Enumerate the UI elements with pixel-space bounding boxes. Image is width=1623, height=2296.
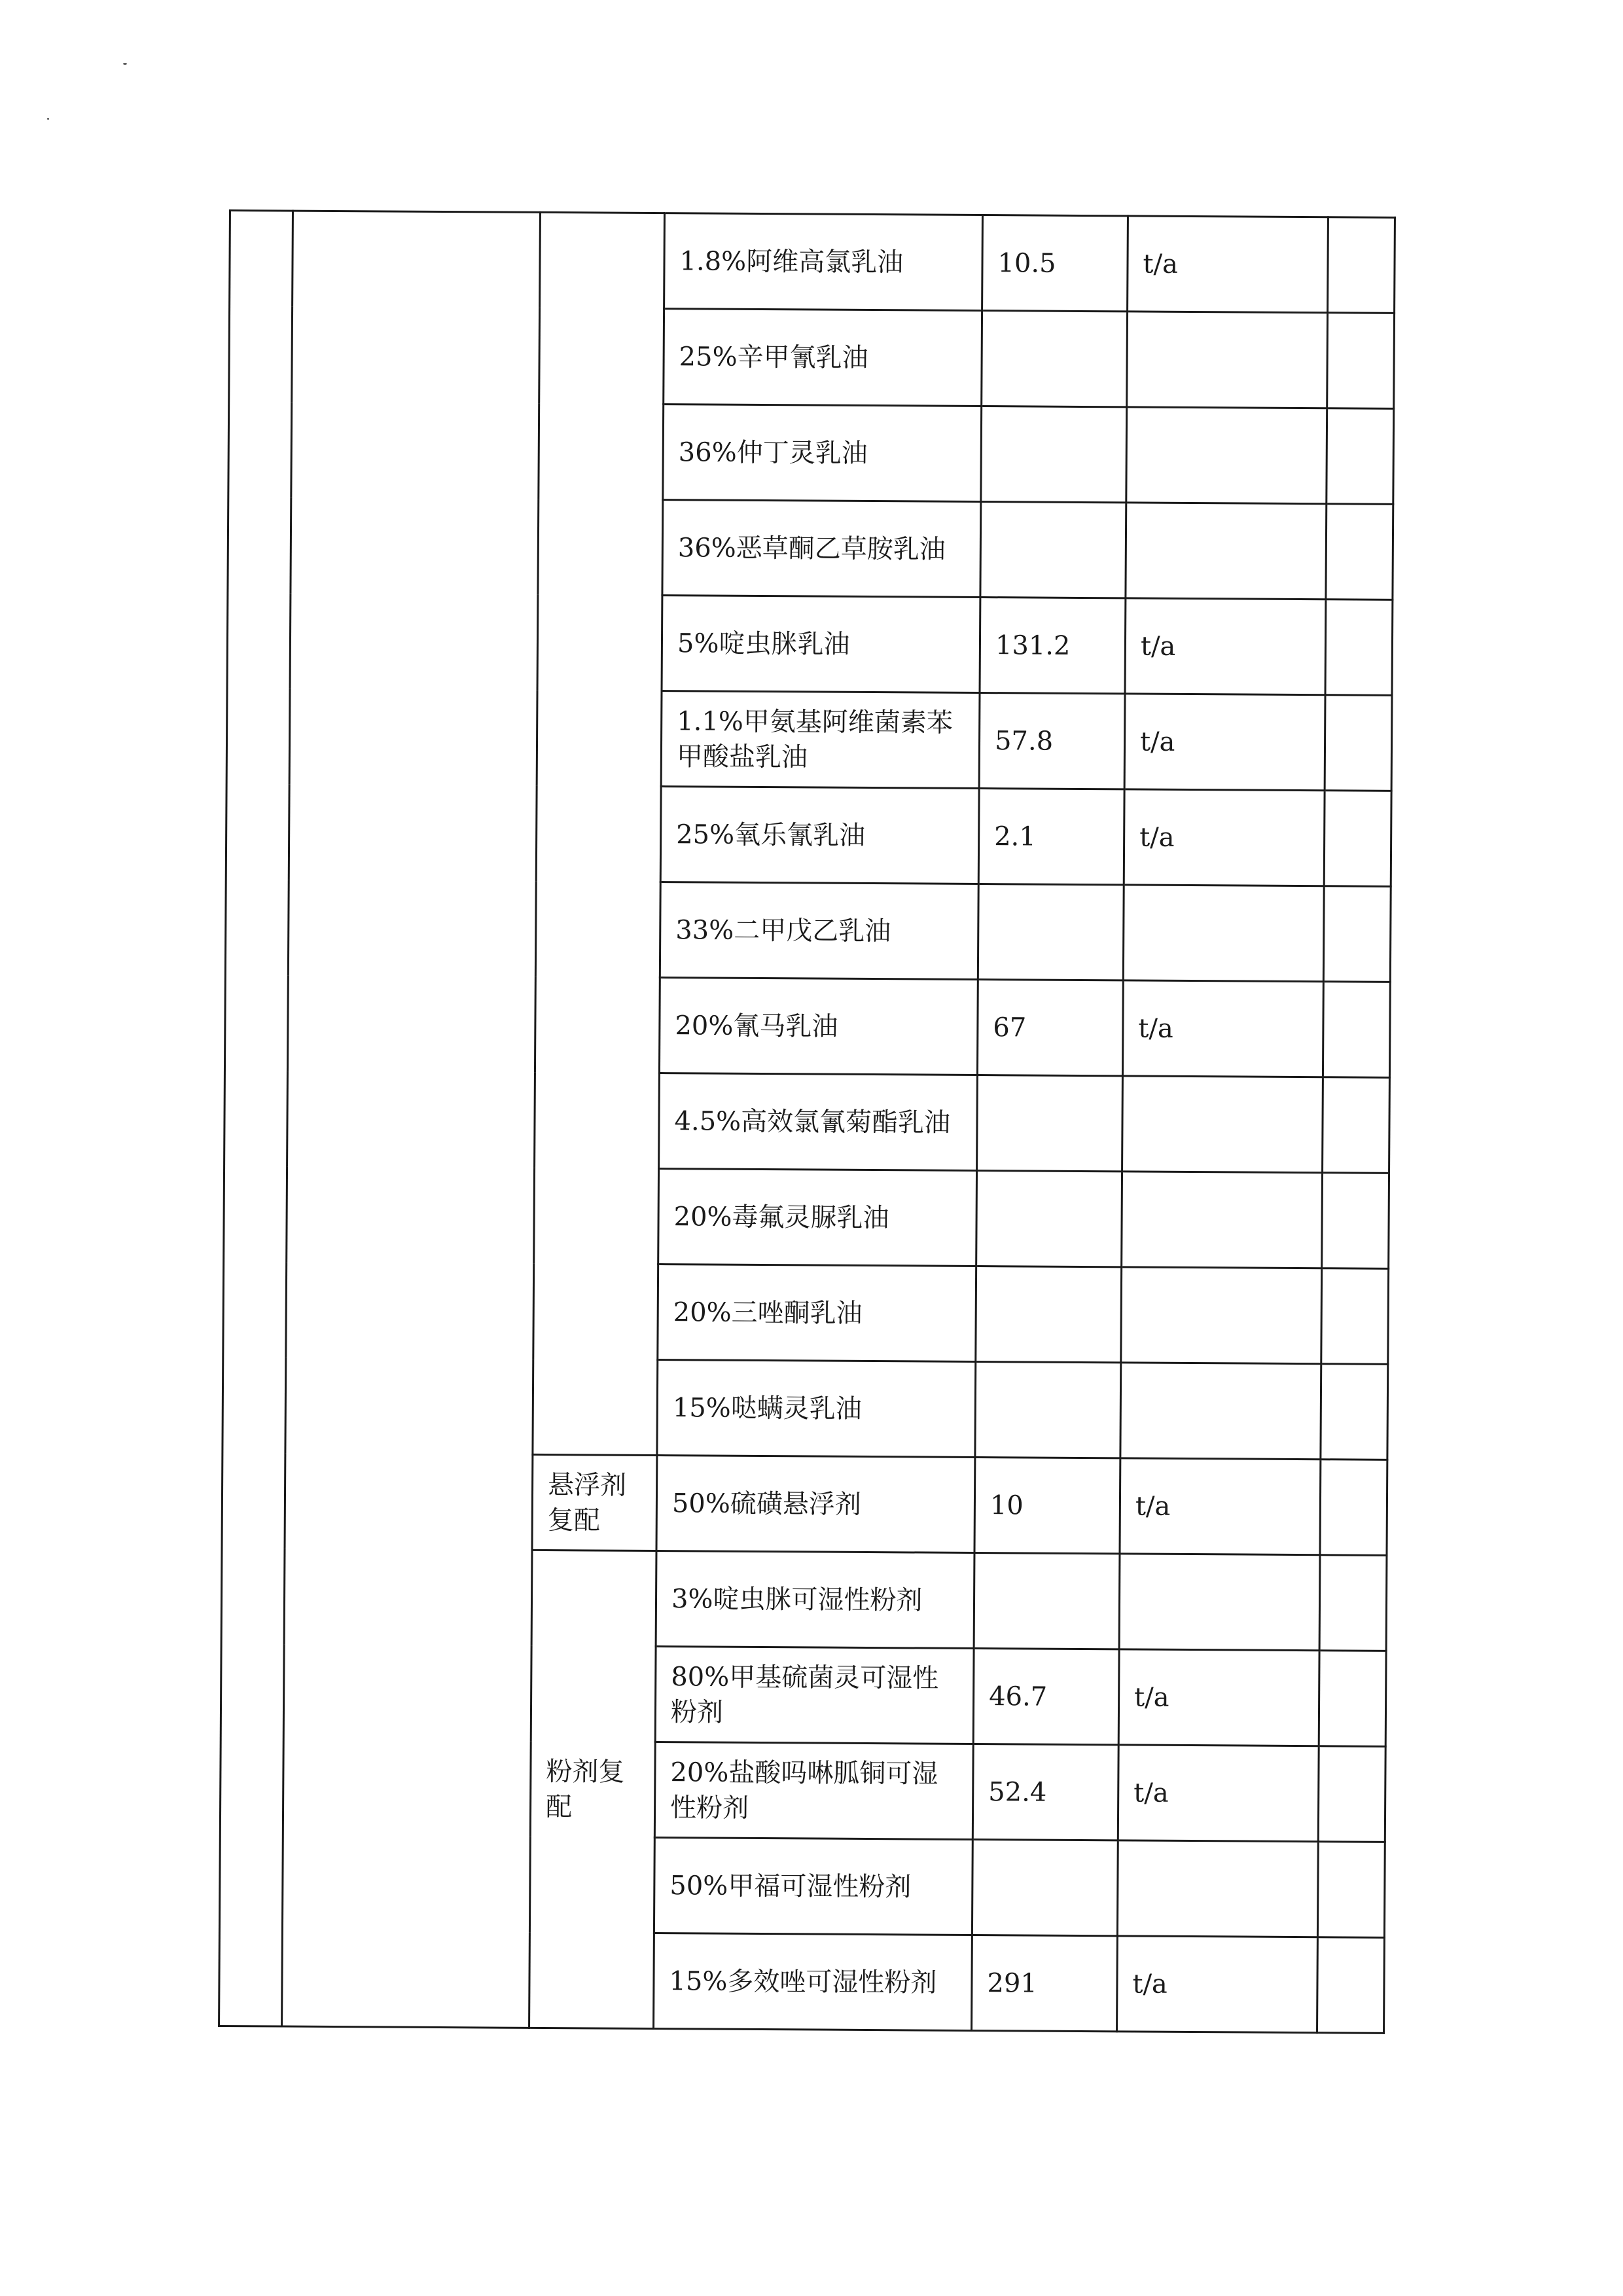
- blank-column-cell: [219, 211, 293, 2027]
- quantity-value: [976, 1266, 1122, 1363]
- quantity-value: 291: [972, 1935, 1118, 2031]
- unit-value: [1126, 503, 1327, 600]
- quantity-value: [976, 1171, 1122, 1267]
- unit-value: t/a: [1120, 1458, 1321, 1555]
- remark-cell: [1325, 600, 1393, 696]
- product-table: [218, 209, 1396, 2034]
- quantity-value: [981, 406, 1127, 503]
- unit-value: [1120, 1363, 1321, 1460]
- product-name: 36%恶草酮乙草胺乳油: [662, 500, 981, 598]
- quantity-value: [978, 884, 1124, 980]
- remark-cell: [1323, 1077, 1390, 1174]
- table-row: [230, 211, 1395, 314]
- unit-value: [1126, 407, 1327, 504]
- remark-cell: [1323, 886, 1391, 982]
- product-name: 20%三唑酮乳油: [658, 1265, 976, 1362]
- remark-cell: [1317, 1842, 1385, 1938]
- product-name: 36%仲丁灵乳油: [663, 404, 982, 502]
- unit-value: [1127, 312, 1328, 408]
- product-name: 3%啶虫脒可湿性粉剂: [656, 1551, 974, 1649]
- remark-cell: [1326, 504, 1393, 600]
- unit-value: t/a: [1128, 216, 1329, 313]
- product-name: 20%毒氟灵脲乳油: [658, 1169, 977, 1266]
- quantity-value: [972, 1839, 1118, 1935]
- remark-cell: [1322, 1173, 1389, 1269]
- quantity-value: 67: [977, 980, 1123, 1076]
- unit-value: t/a: [1118, 1745, 1319, 1842]
- remark-cell: [1321, 1364, 1388, 1460]
- quantity-value: 46.7: [973, 1648, 1119, 1744]
- remark-cell: [1319, 1651, 1386, 1747]
- product-name: 1.1%甲氨基阿维菌素苯甲酸盐乳油: [661, 691, 980, 789]
- unit-value: [1121, 1267, 1322, 1364]
- product-name: 20%盐酸吗啉胍铜可湿性粉剂: [654, 1742, 973, 1840]
- quantity-value: 2.1: [978, 789, 1124, 885]
- unit-value: t/a: [1125, 598, 1326, 695]
- scan-speck: [123, 63, 127, 65]
- suspension-group-label: 悬浮剂复配: [532, 1454, 657, 1551]
- remark-cell: [1327, 313, 1395, 409]
- product-name: 80%甲基硫菌灵可湿性粉剂: [655, 1647, 974, 1744]
- product-name: 15%哒螨灵乳油: [657, 1360, 976, 1458]
- quantity-value: 10: [974, 1457, 1120, 1553]
- unit-value: t/a: [1124, 789, 1325, 886]
- unit-value: [1117, 1840, 1318, 1937]
- quantity-value: [977, 1075, 1123, 1172]
- remark-cell: [1320, 1460, 1387, 1556]
- quantity-value: [980, 502, 1126, 598]
- unit-value: t/a: [1122, 980, 1323, 1077]
- unit-value: t/a: [1117, 1936, 1318, 2033]
- remark-cell: [1319, 1555, 1387, 1651]
- product-name: 15%多效唑可湿性粉剂: [654, 1933, 972, 2031]
- quantity-value: 52.4: [972, 1744, 1118, 1840]
- remark-cell: [1325, 695, 1392, 791]
- remark-cell: [1321, 1268, 1389, 1365]
- powder-group-label: 粉剂复配: [529, 1550, 656, 2028]
- unit-value: [1119, 1554, 1320, 1651]
- unit-value: t/a: [1124, 694, 1325, 791]
- product-name: 1.8%阿维高氯乳油: [664, 213, 983, 311]
- product-name: 5%啶虫脒乳油: [662, 596, 980, 693]
- quantity-value: [975, 1362, 1121, 1458]
- remark-cell: [1317, 1937, 1385, 2034]
- quantity-value: [982, 311, 1128, 407]
- unit-value: t/a: [1118, 1649, 1319, 1746]
- unit-value: [1122, 1076, 1323, 1173]
- quantity-value: [974, 1552, 1120, 1649]
- product-name: 50%硫磺悬浮剂: [656, 1456, 975, 1553]
- remark-cell: [1328, 217, 1395, 314]
- remark-cell: [1327, 408, 1394, 505]
- quantity-value: 57.8: [979, 693, 1125, 789]
- product-name: 25%氧乐氰乳油: [660, 787, 979, 884]
- product-name: 25%辛甲氰乳油: [664, 309, 982, 406]
- product-name: 4.5%高效氯氰菊酯乳油: [659, 1073, 978, 1171]
- remark-cell: [1324, 791, 1391, 887]
- quantity-value: 10.5: [982, 215, 1128, 312]
- remark-cell: [1318, 1746, 1385, 1842]
- product-name: 50%甲福可湿性粉剂: [654, 1838, 972, 1935]
- product-name: 20%氰马乳油: [659, 978, 978, 1075]
- scan-speck: [47, 118, 49, 120]
- quantity-value: 131.2: [980, 598, 1126, 694]
- emulsion-group-cell: [533, 212, 665, 1455]
- unit-value: [1123, 885, 1324, 982]
- product-name: 33%二甲戊乙乳油: [660, 882, 978, 980]
- blank-column-cell: [282, 211, 541, 2028]
- unit-value: [1122, 1172, 1323, 1268]
- remark-cell: [1323, 982, 1390, 1078]
